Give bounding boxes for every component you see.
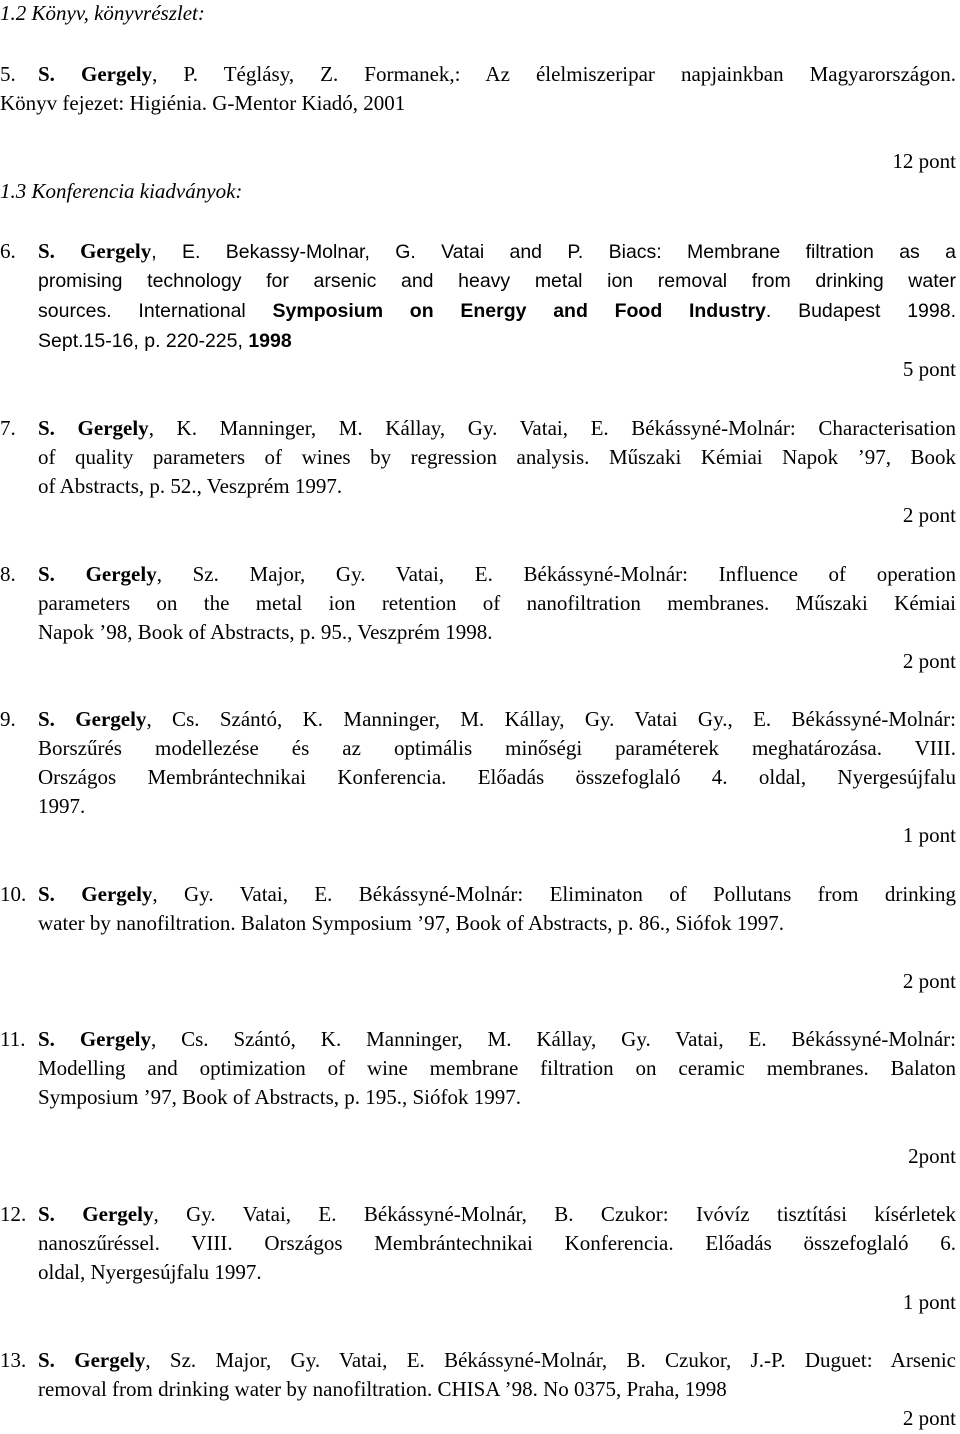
publication-entry-12 [0, 1200, 956, 1287]
entry-line: Sept.15-16, p. 220-225, [38, 330, 249, 352]
publication-entry-8 [0, 560, 956, 647]
author-name: S. Gergely [38, 1348, 146, 1372]
entry-line: sources. International [38, 300, 273, 322]
publication-entry-11 [0, 1025, 956, 1112]
entry-line: , Sz. Major, Gy. Vatai, E. Békássyné-Molnár: Influence of operation [156, 562, 957, 586]
section-heading-book: 1.2 Könyv, könyvrészlet: [0, 1, 205, 25]
author-name: S. Gergely [38, 239, 152, 263]
entry-line: , Cs. Szántó, K. Manninger, M. Kállay, Gy. Vatai, E. Békássyné-Molnár: [150, 1027, 956, 1051]
entry-line: Országos Membrántechnikai Konferencia. Előadás összefoglaló 4. oldal, Nyergesújfalu [38, 765, 956, 789]
entry-line: , Cs. Szántó, K. Manninger, M. Kállay, Gy. Vatai Gy., E. Békássyné-Molnár: [146, 707, 957, 731]
entry-line: water by nanofiltration. Balaton Symposium ’97, Book of Abstracts, p. 86., Siófok 1997. [38, 911, 785, 935]
entry-line: of quality parameters of wines by regression analysis. Műszaki Kémiai Napok ’97, Book [38, 445, 956, 469]
author-name: S. Gergely [38, 562, 157, 586]
publication-entry-9 [0, 705, 956, 821]
publication-entry-5 [0, 60, 956, 118]
points-label: 5 pont [902, 357, 956, 381]
author-name: S. Gergely [38, 1027, 151, 1051]
entry-line: Napok ’98, Book of Abstracts, p. 95., Veszprém 1998. [38, 620, 493, 644]
entry-line: , Gy. Vatai, E. Békássyné-Molnár, B. Czukor: Ivóvíz tisztítási kísérletek [153, 1202, 957, 1226]
entry-line: removal from drinking water by nanofiltration. CHISA ’98. No 0375, Praha, 1998 [38, 1377, 727, 1401]
entry-line: 1997. [38, 794, 86, 818]
entry-number: 9. [0, 707, 16, 731]
publication-entry-7 [0, 414, 956, 501]
points-label: 2 pont [902, 969, 956, 993]
points-label: 1 pont [902, 823, 956, 847]
points-label: 2 pont [902, 1406, 956, 1430]
entry-line: promising technology for arsenic and heavy metal ion removal from drinking water [38, 270, 956, 292]
author-name: S. Gergely [38, 1202, 154, 1226]
entry-line: of Abstracts, p. 52., Veszprém 1997. [38, 474, 343, 498]
entry-line: Symposium ’97, Book of Abstracts, p. 195., Siófok 1997. [38, 1085, 522, 1109]
publication-entry-13 [0, 1346, 956, 1404]
entry-number: 8. [0, 562, 16, 586]
entry-line: . Budapest 1998. [765, 300, 956, 322]
entry-number: 10. [0, 882, 27, 906]
entry-number: 6. [0, 239, 16, 263]
publication-entry-6 [0, 237, 956, 356]
points-label: 2 pont [902, 503, 956, 527]
entry-line: , P. Téglásy, Z. Formanek,: Az élelmiszeripar napjainkban Magyarországon. [152, 62, 957, 86]
publication-entry-10 [0, 880, 956, 938]
entry-number: 11. [0, 1027, 26, 1051]
entry-line: , K. Manninger, M. Kállay, Gy. Vatai, E. Békássyné-Molnár: Characterisation [148, 416, 956, 440]
author-name: S. Gergely [38, 62, 153, 86]
entry-year: 1998 [248, 330, 292, 352]
section-heading-conference: 1.3 Konferencia kiadványok: [0, 179, 243, 203]
points-label: 2 pont [902, 649, 956, 673]
entry-line: Könyv fejezet: Higiénia. G-Mentor Kiadó, 2001 [0, 91, 406, 115]
entry-number: 5. [0, 62, 16, 86]
author-name: S. Gergely [38, 882, 153, 906]
points-label: 1 pont [902, 1290, 956, 1314]
author-name: S. Gergely [38, 707, 147, 731]
entry-line: nanoszűréssel. VIII. Országos Membrántechnikai Konferencia. Előadás összefoglaló 6. [38, 1231, 956, 1255]
entry-line: , Sz. Major, Gy. Vatai, E. Békássyné-Molnár, B. Czukor, J.-P. Duguet: Arsenic [145, 1348, 956, 1372]
entry-line: , E. Bekassy-Molnar, G. Vatai and P. Biacs: Membrane filtration as a [151, 241, 956, 263]
points-label: 2pont [908, 1144, 956, 1168]
entry-number: 12. [0, 1202, 27, 1226]
entry-number: 13. [0, 1348, 27, 1372]
entry-line: , Gy. Vatai, E. Békássyné-Molnár: Eliminaton of Pollutans from drinking [152, 882, 956, 906]
entry-line: parameters on the metal ion retention of nanofiltration membranes. Műszaki Kémiai [38, 591, 956, 615]
author-name: S. Gergely [38, 416, 149, 440]
entry-number: 7. [0, 416, 16, 440]
points-label: 12 pont [892, 149, 956, 173]
entry-line: Borszűrés modellezése és az optimális minőségi paraméterek meghatározása. VIII. [38, 736, 956, 760]
event-name: Symposium on Energy and Food Industry [272, 300, 766, 322]
entry-line: oldal, Nyergesújfalu 1997. [38, 1260, 262, 1284]
entry-line: Modelling and optimization of wine membrane filtration on ceramic membranes. Balaton [38, 1056, 956, 1080]
